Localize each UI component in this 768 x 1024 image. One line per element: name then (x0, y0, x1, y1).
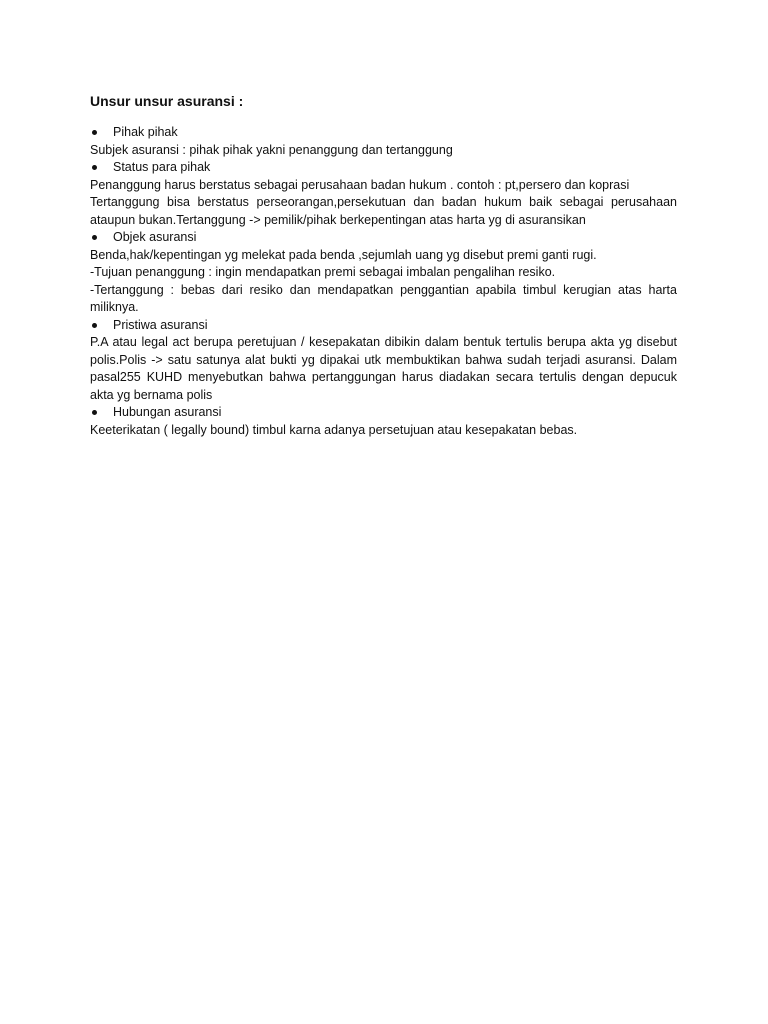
paragraph: -Tujuan penanggung : ingin mendapatkan premi sebagai imbalan pengalihan resiko. (90, 265, 556, 279)
paragraph: -Tertanggung : bebas dari resiko dan mendapatkan penggantian apabila timbul kerugian atas harta miliknya. (90, 282, 677, 314)
paragraph: Penanggung harus berstatus sebagai perusahaan badan hukum . contoh : pt,persero dan koprasi (90, 177, 630, 192)
section-hubungan (90, 404, 677, 439)
bullet-item: Objek asuransi (90, 229, 677, 247)
bullet-item: Pihak pihak (90, 124, 677, 142)
paragraph: Subjek asuransi : pihak pihak yakni penanggung dan tertanggung (90, 142, 453, 157)
bullet-item: Status para pihak (90, 159, 677, 177)
document-body (90, 92, 677, 439)
bullet-dot-icon (92, 165, 97, 170)
section-pihak (90, 124, 677, 159)
section-objek (90, 229, 677, 317)
bullet-dot-icon (92, 410, 97, 415)
section-pristiwa (90, 317, 677, 405)
paragraph: Benda,hak/kepentingan yg melekat pada benda ,sejumlah uang yg disebut premi ganti rugi. (90, 247, 597, 262)
paragraph: Tertanggung bisa berstatus perseorangan,persekutuan dan badan hukum baik sebagai perusahaan ataupun bukan.Tertanggung -> pemilik/pihak berkepentingan atas harta yg di asuransikan (90, 195, 677, 227)
bullet-dot-icon (92, 235, 97, 240)
bullet-item: Pristiwa asuransi (90, 317, 677, 335)
bullet-dot-icon (92, 323, 97, 328)
bullet-dot-icon (92, 130, 97, 135)
document-title: Unsur unsur asuransi : (90, 93, 244, 109)
section-status (90, 159, 677, 229)
paragraph: P.A atau legal act berupa peretujuan / kesepakatan dibikin dalam bentuk tertulis berupa akta yg disebut polis.Polis -> satu satunya alat bukti yg dipakai utk membuktikan bahwa sudah terjadi asuransi. Dalam pasal255 KUHD menyebutkan bahwa pertanggungan harus diadakan secara tertulis dengan depucuk akta yg bernama polis (90, 335, 677, 402)
bullet-item: Hubungan asuransi (90, 404, 677, 422)
paragraph: Keeterikatan ( legally bound) timbul karna adanya persetujuan atau kesepakatan bebas. (90, 422, 578, 437)
